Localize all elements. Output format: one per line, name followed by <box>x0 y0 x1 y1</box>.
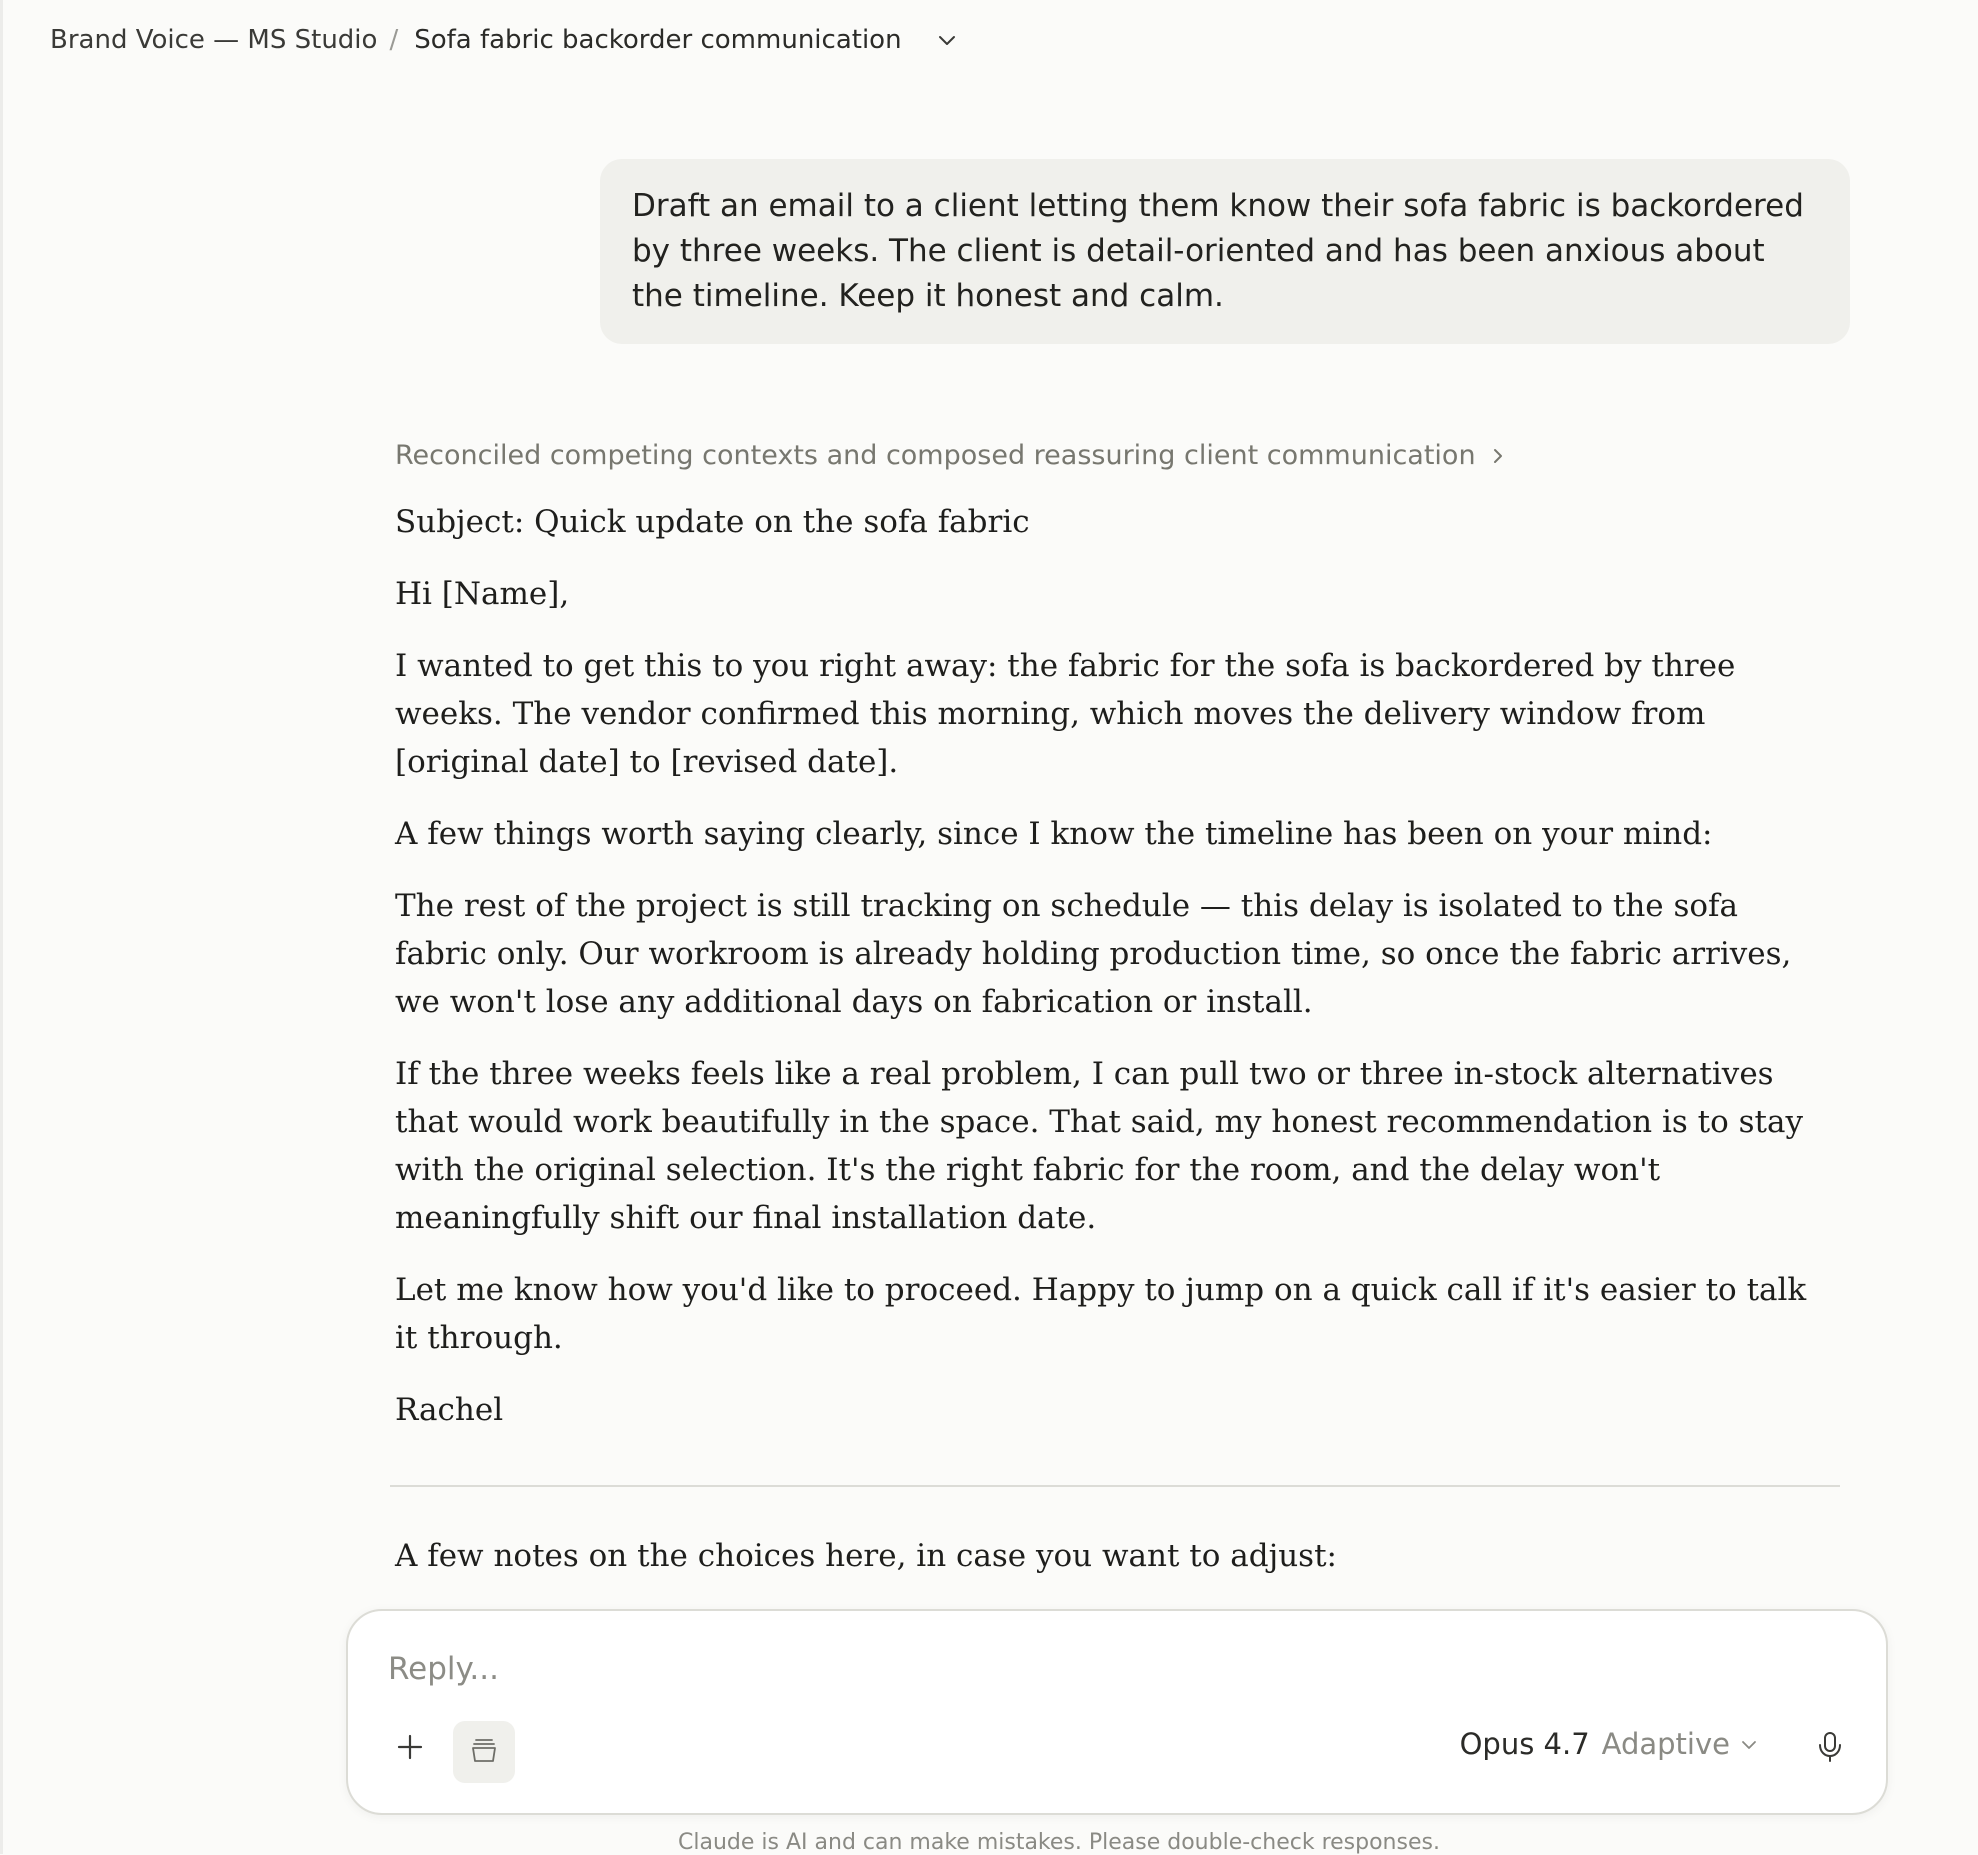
reply-composer <box>346 1609 1888 1815</box>
project-button[interactable] <box>453 1721 515 1783</box>
user-message: Draft an email to a client letting them know their sofa fabric is backordered by three weeks. The client is detail-oriented and has been anxious about the timeline. Keep it honest and calm. <box>600 159 1850 344</box>
chevron-right-icon <box>1490 446 1506 466</box>
plus-icon <box>395 1732 425 1766</box>
email-paragraph: I wanted to get this to you right away: the fabric for the sofa is backordered by three weeks. The vendor confirmed this morning, which moves the delivery window from [original date] to [revised date]. <box>395 648 1736 780</box>
model-mode: Adaptive <box>1601 1727 1730 1761</box>
assistant-response <box>395 498 1825 1458</box>
email-signature: Rachel <box>395 1392 504 1428</box>
email-greeting: Hi [Name], <box>395 576 570 612</box>
voice-input-button[interactable] <box>1804 1723 1856 1775</box>
conversation-title[interactable]: Sofa fabric backorder communication <box>414 25 902 55</box>
disclaimer: Claude is AI and can make mistakes. Please double-check responses. <box>678 1830 1440 1855</box>
model-selector[interactable] <box>1460 1727 1758 1761</box>
add-attachment-button[interactable] <box>384 1723 436 1775</box>
email-paragraph: If the three weeks feels like a real problem, I can pull two or three in-stock alternatives that would work beautifully in the space. That said, my honest recommendation is to stay with the original selection. It's the right fabric for the room, and the delay won't meaningfully shift our final installation date. <box>395 1056 1804 1236</box>
email-paragraph: A few things worth saying clearly, since I know the timeline has been on your mind: <box>395 816 1713 852</box>
chevron-down-icon <box>1740 1727 1758 1761</box>
header-bar <box>0 0 1978 80</box>
model-name: Opus 4.7 <box>1459 1727 1590 1761</box>
chevron-down-icon[interactable] <box>932 25 962 55</box>
email-paragraph: The rest of the project is still tracking on schedule — this delay is isolated to the sofa fabric only. Our workroom is already holding production time, so once the fabric arrives, we won't lose any additional days on fabrication or install. <box>395 888 1792 1020</box>
thinking-summary-text: Reconciled competing contexts and composed reassuring client communication <box>395 440 1476 471</box>
email-paragraph: Let me know how you'd like to proceed. Happy to jump on a quick call if it's easier to talk it through. <box>395 1272 1807 1356</box>
microphone-icon <box>1815 1730 1845 1768</box>
notes-intro: A few notes on the choices here, in case you want to adjust: <box>395 1538 1337 1574</box>
divider <box>390 1485 1840 1487</box>
project-icon <box>469 1735 499 1769</box>
thinking-summary[interactable] <box>395 440 1506 471</box>
reply-input[interactable] <box>388 1651 1588 1687</box>
breadcrumb-project[interactable]: Brand Voice — MS Studio <box>50 25 378 55</box>
email-subject: Subject: Quick update on the sofa fabric <box>395 504 1030 540</box>
sidebar-edge <box>0 0 3 1854</box>
breadcrumb-separator: / <box>389 25 399 55</box>
